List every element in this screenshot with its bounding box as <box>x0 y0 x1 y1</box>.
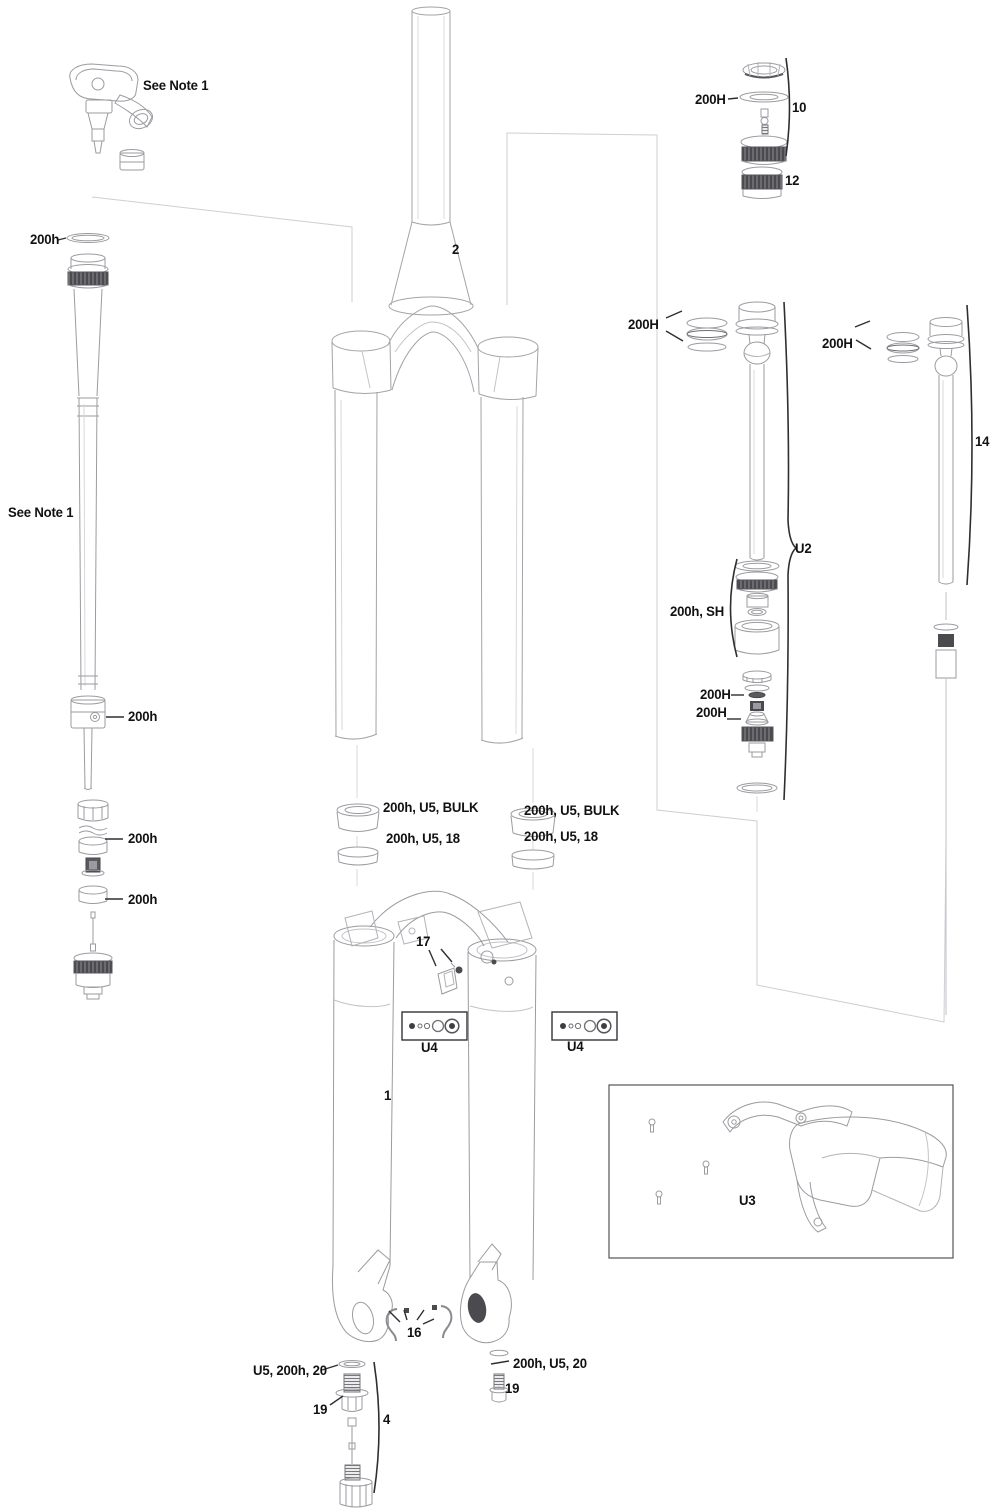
label-200h-sh: 200h, SH <box>670 603 725 619</box>
label-kit-u4-right: U4 <box>567 1038 584 1054</box>
label-200h-collar: 200h <box>128 708 158 724</box>
label-part-2-steerer: 2 <box>452 241 460 257</box>
stanchion-tubes <box>335 390 523 743</box>
air-shaft-assembly <box>887 318 964 1016</box>
label-u5-18-right: 200h, U5, 18 <box>524 828 598 844</box>
fender-screws <box>649 1119 709 1204</box>
label-part-19-left: 19 <box>313 1401 328 1417</box>
label-200H-mid-rings: 200H <box>628 316 659 332</box>
label-kit-u2: U2 <box>795 540 812 556</box>
label-200h-washer: 200h <box>128 830 158 846</box>
label-200H-right-rings: 200H <box>822 335 853 351</box>
lowers-assembly <box>332 891 536 1342</box>
label-200H-topcap: 200H <box>695 91 726 107</box>
label-part-19-right: 19 <box>505 1380 520 1396</box>
label-part-1-lowers: 1 <box>384 1087 392 1103</box>
damper-assembly <box>67 234 112 1000</box>
label-200h-cap: 200h <box>128 891 158 907</box>
rebound-assembly <box>336 1361 372 1508</box>
label-part-12-knob: 12 <box>785 172 800 188</box>
label-200H-stack-2: 200H <box>696 704 727 720</box>
label-200h-top-seal: 200h <box>30 231 60 247</box>
label-part-14-airshaft: 14 <box>975 433 990 449</box>
label-part-17: 17 <box>416 933 431 949</box>
label-kit-u4-left: U4 <box>421 1039 438 1055</box>
label-note-top: See Note 1 <box>143 77 209 93</box>
label-200H-stack-1: 200H <box>700 686 731 702</box>
label-200h-u5-20: 200h, U5, 20 <box>513 1355 587 1371</box>
label-part-16-clips: 16 <box>407 1324 422 1340</box>
air-spring-u2-assembly <box>687 302 779 812</box>
u3-fender-kit <box>609 1085 953 1258</box>
dust-seals-and-foam-rings <box>337 745 555 890</box>
label-u5-200h-20: U5, 200h, 20 <box>253 1362 327 1378</box>
label-bulk-left: 200h, U5, BULK <box>383 799 479 815</box>
label-bulk-right: 200h, U5, BULK <box>524 802 620 818</box>
callout-boundary-lines <box>92 133 946 1022</box>
fender <box>723 1102 946 1232</box>
label-u5-18-left: 200h, U5, 18 <box>386 830 460 846</box>
label-part-10-topcap: 10 <box>792 99 807 115</box>
u4-hardware-kits <box>402 1012 617 1040</box>
label-note-left: See Note 1 <box>8 504 74 520</box>
top-cap-assembly <box>740 62 788 199</box>
label-part-4-rebound: 4 <box>383 1411 391 1427</box>
label-kit-u3: U3 <box>739 1192 756 1208</box>
brackets <box>374 58 972 1493</box>
